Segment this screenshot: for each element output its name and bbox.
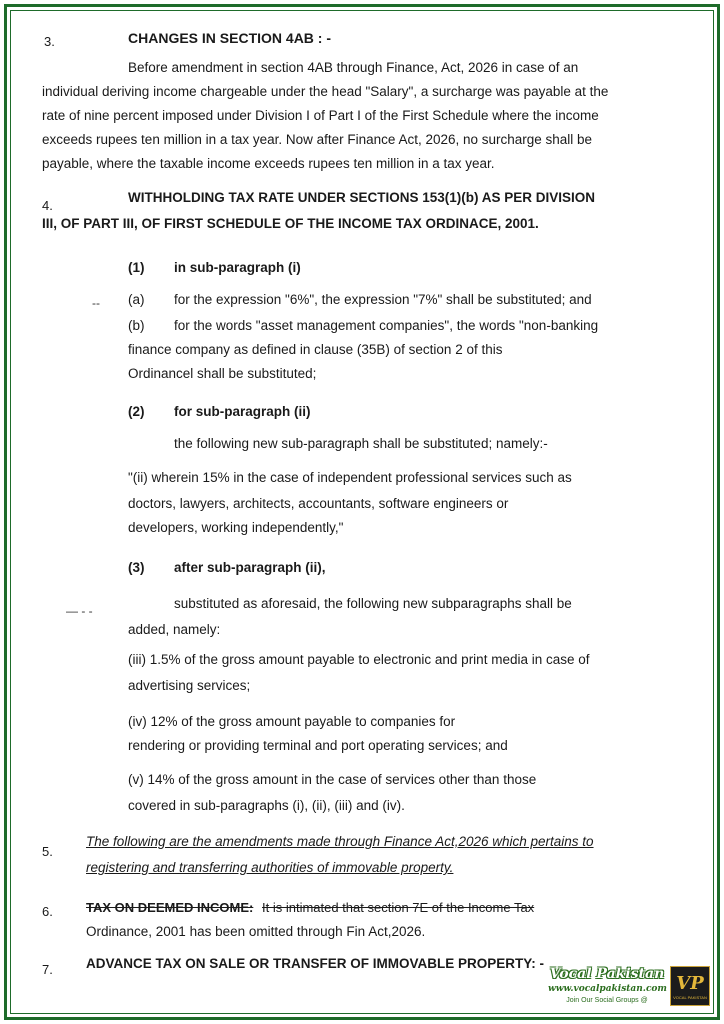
subpara-2-text: the following new sub-paragraph shall be substituted; namely:- [174,436,548,451]
section-3-line: payable, where the taxable income exceeds rupees ten million in a tax year. [42,156,495,171]
section-4-number: 4. [42,198,53,213]
scan-mark: — - - [66,604,93,618]
section-6-heading: TAX ON DEEMED INCOME: [86,900,254,915]
section-5-text: registering and transferring authorities of immovable property. [86,860,454,875]
section-3-heading: CHANGES IN SECTION 4AB : - [128,30,332,46]
sub-ii-text: doctors, lawyers, architects, accountants, software engineers or [128,496,509,511]
sub-ii-text: "(ii) wherein 15% in the case of independent professional services such as [128,470,572,485]
subpara-2-number: (2) [128,404,145,419]
sub-v-text: (v) 14% of the gross amount in the case of services other than those [128,772,537,787]
section-4-heading: III, OF PART III, OF FIRST SCHEDULE OF THE INCOME TAX ORDINACE, 2001. [42,216,539,231]
section-5-text: The following are the amendments made through Finance Act,2026 which pertains to [86,834,594,849]
sub-iv-text: rendering or providing terminal and port operating services; and [128,738,508,753]
watermark-join-text: Join Our Social Groups @ [566,997,648,1004]
sub-ii-text: developers, working independently," [128,520,344,535]
section-6-text: It is intimated that section 7E of the Income Tax [262,900,535,915]
subpara-1-number: (1) [128,260,145,275]
vocal-pakistan-logo [670,966,710,1006]
subpara-2-title: for sub-paragraph (ii) [174,404,311,419]
logo-subtitle: VOCAL PAKISTAN [673,995,707,1000]
sub-iii-text: advertising services; [128,678,251,693]
item-b-number: (b) [128,318,145,333]
watermark-title: Vocal Pakistan [549,966,665,982]
vocal-pakistan-watermark [548,966,714,1014]
section-4-heading: WITHHOLDING TAX RATE UNDER SECTIONS 153(1)(b) AS PER DIVISION [128,190,596,205]
section-6-text: Ordinance, 2001 has been omitted through Fin Act,2026. [86,924,426,939]
subpara-3-text: added, namely: [128,622,221,637]
subpara-1-title: in sub-paragraph (i) [174,260,301,275]
item-a-number: (a) [128,292,145,307]
subpara-3-number: (3) [128,560,145,575]
item-b-text: for the words "asset management companies", the words "non-banking [174,318,599,333]
section-7-number: 7. [42,962,53,977]
subpara-3-text: substituted as aforesaid, the following new subparagraphs shall be [174,596,572,611]
item-a-text: for the expression "6%", the expression "7%" shall be substituted; and [174,292,592,307]
section-3-line: individual deriving income chargeable under the head "Salary", a surcharge was payable at the [42,84,609,99]
item-b-text: Ordinancel shall be substituted; [128,366,317,381]
sub-iv-text: (iv) 12% of the gross amount payable to companies for [128,714,456,729]
sub-v-text: covered in sub-paragraphs (i), (ii), (iii) and (iv). [128,798,405,813]
section-5-number: 5. [42,844,53,859]
sub-iii-text: (iii) 1.5% of the gross amount payable to electronic and print media in case of [128,652,590,667]
scan-mark: -- [92,296,100,310]
section-6-number: 6. [42,904,53,919]
logo-monogram: VP [676,973,704,994]
section-3-number: 3. [44,34,55,49]
section-7-heading: ADVANCE TAX ON SALE OR TRANSFER OF IMMOVABLE PROPERTY: - [86,956,545,971]
watermark-url: www.vocalpakistan.com [548,984,667,994]
item-b-text: finance company as defined in clause (35B) of section 2 of this [128,342,503,357]
section-3-line: rate of nine percent imposed under Division I of Part I of the First Schedule where the income [42,108,599,123]
subpara-3-title: after sub-paragraph (ii), [174,560,326,575]
section-3-line: Before amendment in section 4AB through Finance, Act, 2026 in case of an [128,60,579,75]
section-3-line: exceeds rupees ten million in a tax year. Now after Finance Act, 2026, no surcharge shall be [42,132,593,147]
